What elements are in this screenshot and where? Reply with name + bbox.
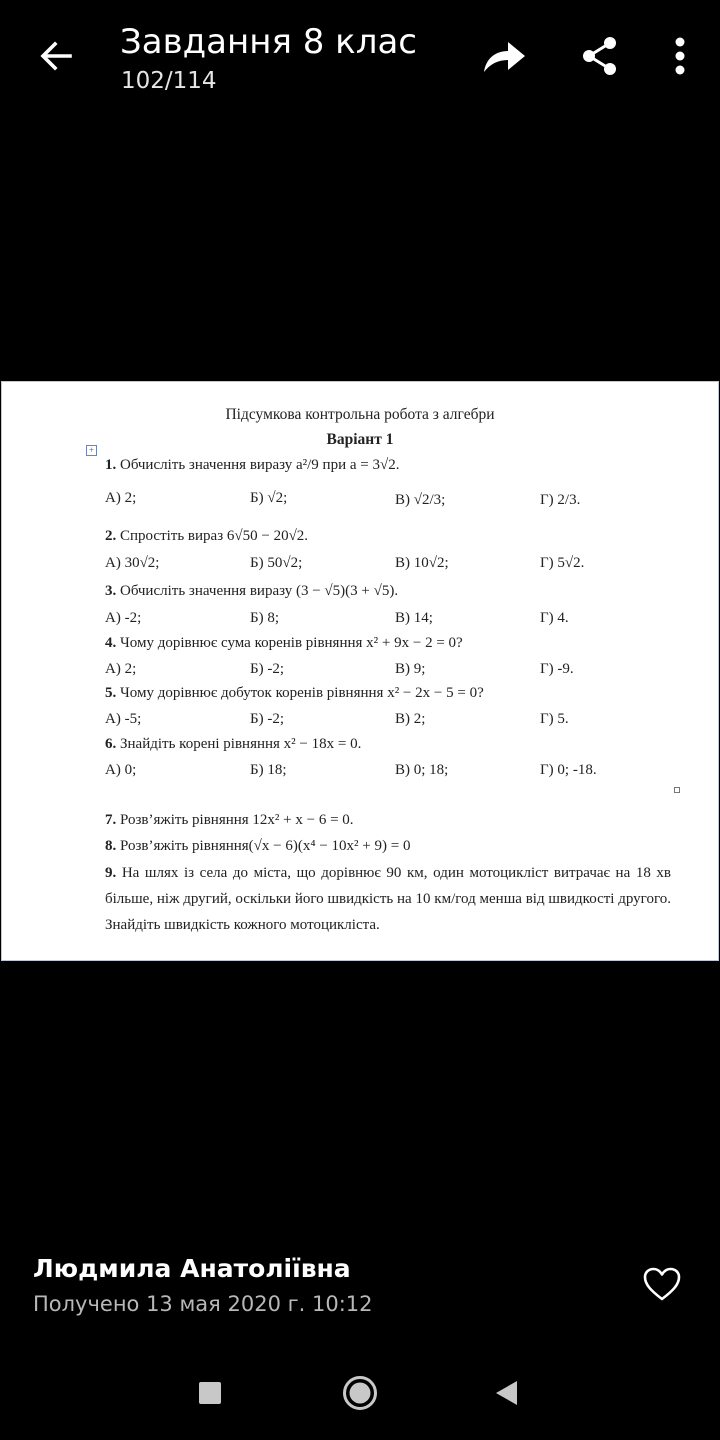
answer-option: А) 0; bbox=[105, 762, 137, 778]
sender-name: Людмила Анатоліївна bbox=[33, 1254, 351, 1283]
question-2: 2. Спростіть вираз 6√50 − 20√2. bbox=[105, 528, 309, 544]
back-triangle-icon[interactable] bbox=[494, 1380, 518, 1406]
answer-option: В) 9; bbox=[395, 661, 426, 677]
more-vert-icon bbox=[674, 36, 686, 76]
answer-option: В) 10√2; bbox=[395, 555, 449, 571]
answer-option: Г) 5√2. bbox=[540, 555, 585, 571]
forward-button[interactable] bbox=[478, 30, 530, 82]
home-icon[interactable] bbox=[342, 1375, 378, 1411]
page-title: Завдання 8 клас bbox=[120, 22, 417, 62]
like-button[interactable] bbox=[638, 1262, 686, 1306]
answer-option: А) -2; bbox=[105, 610, 142, 626]
answer-option: Г) 4. bbox=[540, 610, 569, 626]
answer-option: Б) 50√2; bbox=[250, 555, 303, 571]
question-7: 7. Розв’яжіть рівняння 12x² + x − 6 = 0. bbox=[105, 812, 354, 828]
received-timestamp: Получено 13 мая 2020 г. 10:12 bbox=[33, 1292, 373, 1316]
recent-apps-icon[interactable] bbox=[199, 1382, 221, 1404]
more-options-button[interactable] bbox=[654, 30, 706, 82]
heart-icon bbox=[642, 1266, 682, 1302]
back-arrow-icon bbox=[36, 36, 76, 76]
document-image[interactable] bbox=[1, 381, 719, 961]
question-5: 5. Чому дорівнює добуток коренів рівняння x² − 2x − 5 = 0? bbox=[105, 685, 484, 701]
answer-option: А) -5; bbox=[105, 711, 142, 727]
answer-option: Б) √2; bbox=[250, 490, 288, 506]
answer-option: В) √2/3; bbox=[395, 492, 446, 508]
question-1: 1. Обчисліть значення виразу a²/9 при a = 3√2. bbox=[105, 457, 400, 473]
answer-option: В) 0; 18; bbox=[395, 762, 449, 778]
answer-option: А) 2; bbox=[105, 490, 137, 506]
table-move-handle-icon: + bbox=[86, 445, 97, 456]
back-button[interactable] bbox=[28, 28, 84, 84]
answer-option: Б) -2; bbox=[250, 661, 285, 677]
question-6: 6. Знайдіть корені рівняння x² − 18x = 0. bbox=[105, 736, 362, 752]
share-button[interactable] bbox=[574, 30, 626, 82]
answer-option: В) 2; bbox=[395, 711, 426, 727]
question-8: 8. Розв’яжіть рівняння(√x − 6)(x⁴ − 10x² + 9) = 0 bbox=[105, 838, 411, 854]
answer-option: В) 14; bbox=[395, 610, 433, 626]
answer-option: Б) -2; bbox=[250, 711, 285, 727]
answer-option: А) 2; bbox=[105, 661, 137, 677]
image-counter: 102/114 bbox=[121, 68, 217, 94]
share-icon bbox=[580, 35, 620, 77]
anchor-marker bbox=[674, 787, 680, 793]
document-variant: Варіант 1 bbox=[326, 431, 394, 448]
answer-option: Б) 8; bbox=[250, 610, 280, 626]
answer-option: Г) 0; -18. bbox=[540, 762, 597, 778]
answer-option: Г) -9. bbox=[540, 661, 574, 677]
document-title: Підсумкова контрольна робота з алгебри bbox=[225, 406, 495, 423]
answer-option: Г) 5. bbox=[540, 711, 569, 727]
question-3: 3. Обчисліть значення виразу (3 − √5)(3 + √5). bbox=[105, 583, 399, 599]
question-4: 4. Чому дорівнює сума коренів рівняння x² + 9x − 2 = 0? bbox=[105, 635, 463, 651]
answer-option: А) 30√2; bbox=[105, 555, 160, 571]
system-nav-bar bbox=[0, 1350, 720, 1440]
answer-option: Б) 18; bbox=[250, 762, 287, 778]
question-9: 9. На шлях із села до міста, що дорівнює 90 км, один мотоцикліст витрачає на 18 хв більше, ніж другий, оскільки його швидкість на 10 км/год менша від швидкості другого. Знайдіть швидкість кожного мотоцикліста. bbox=[105, 865, 671, 933]
forward-icon bbox=[480, 36, 528, 76]
answer-option: Г) 2/3. bbox=[540, 492, 581, 508]
top-app-bar bbox=[0, 0, 720, 120]
